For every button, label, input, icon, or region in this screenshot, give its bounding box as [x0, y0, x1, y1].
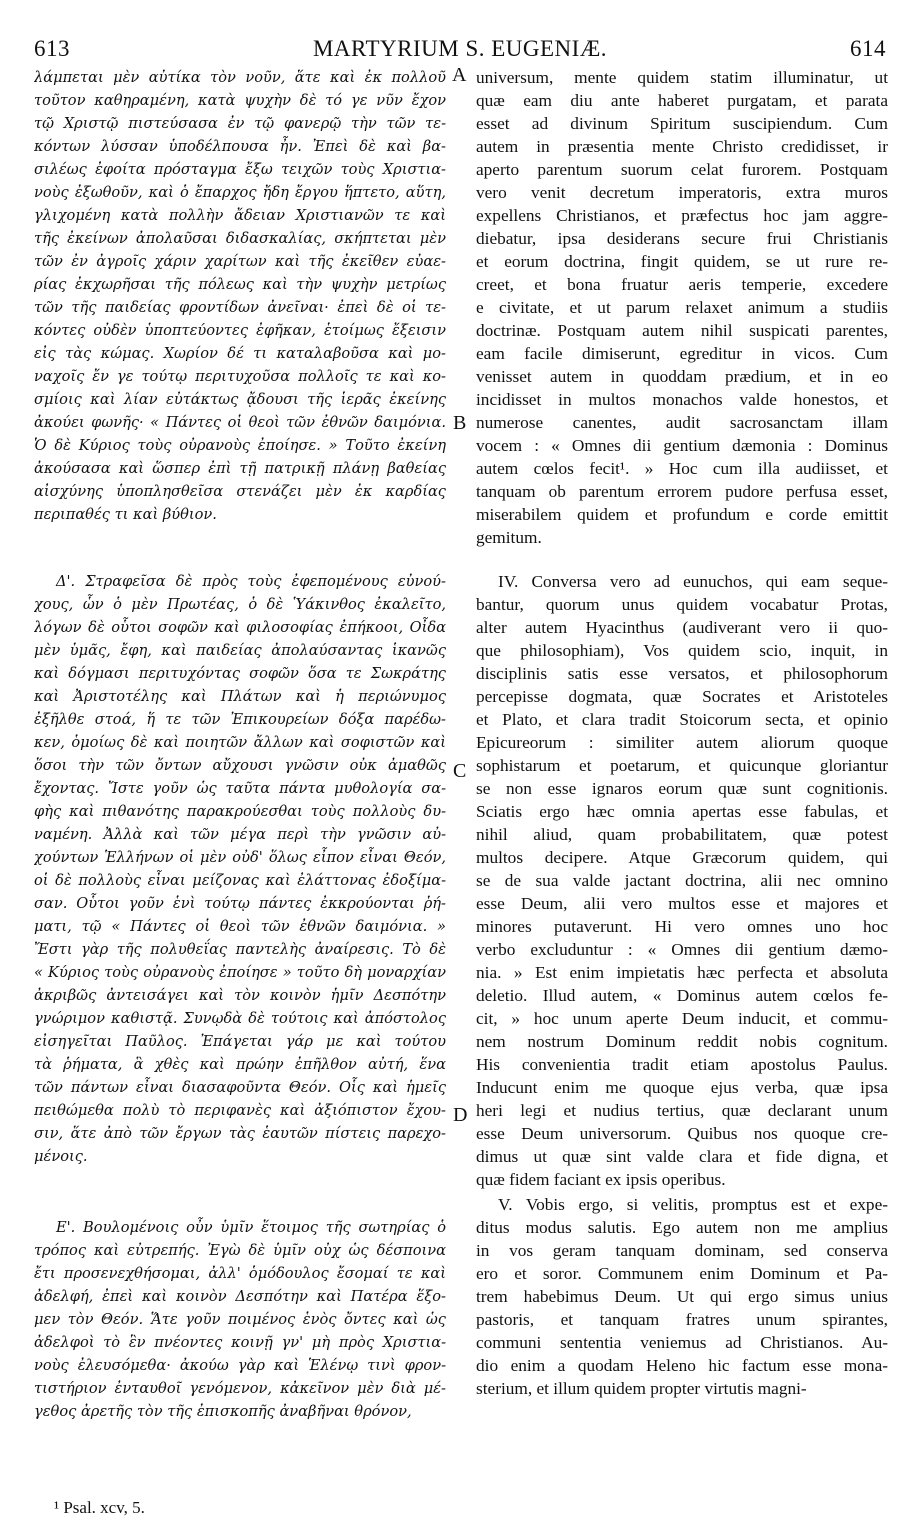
- text-line: τοῦτον καθηραμένη, κατὰ ψυχὴν δὲ τό γε νῦν ἔχον: [34, 92, 446, 109]
- text-line: αἰσχύνης ὑποπλησθεῖσα στενάζει μὲν ἐκ καρδίας: [34, 483, 446, 500]
- text-line: περιπαθές τι καὶ βύθιον.: [34, 506, 217, 523]
- text-line: esset ad divinum Spiritum suscipiendum. Cum: [476, 114, 888, 133]
- text-line: λόγων δὲ οὗτοι σοφῶν καὶ φιλοσοφίας ἐπήκοοι, Οἶδα: [34, 619, 446, 636]
- text-line: Epicureorum : similiter autem aliorum quoque: [476, 733, 888, 752]
- text-line: ναχοῖς ἔν γε τούτῳ περιτυχοῦσα πολλοῖς τε καὶ κο-: [34, 368, 446, 385]
- text-line: τῶν πάντων εἶναι διασαφοῦντα Θεόν. Οἷς καὶ ἡμεῖς: [34, 1079, 446, 1096]
- text-line: ἀκριβῶς ἀντεισάγει καὶ τὸν κοινὸν ἡμῖν Δεσπότην: [34, 987, 446, 1004]
- text-line: eam facile dimiserunt, egreditur in vicos. Cum: [476, 344, 888, 363]
- text-line: μεν τὸν Θεόν. Ἅτε γοῦν ποιμένος ἑνὸς ὄντες καὶ ὡς: [34, 1311, 446, 1328]
- text-line: universum, mente quidem statim illuminatur, ut: [476, 68, 888, 87]
- text-line: doctrinæ. Postquam autem nihil suspicati parentes,: [476, 321, 888, 340]
- text-line: pastoris, et tanquam fratres unum spirantes,: [476, 1310, 888, 1329]
- text-line: εἰσηγεῖται Παῦλος. Ἐπάγεται γάρ με καὶ τούτου: [34, 1033, 446, 1050]
- text-line: vocem : « Omnes dii gentium dæmonia : Dominus: [476, 436, 888, 455]
- text-line: σμίοις καὶ λίαν εὐτάκτως ᾄδουσι τῆς ἱερᾶς ἐκείνης: [34, 391, 446, 408]
- text-line: Ε'. Βουλομένοις οὖν ὑμῖν ἕτοιμος τῆς σωτηρίας ὁ: [56, 1219, 446, 1236]
- text-line: et eorum doctrina, fingit quidem, se ut rure re-: [476, 252, 888, 271]
- footnote: ¹ Psal. xcv, 5.: [54, 1498, 145, 1517]
- text-line: τὰ ῥήματα, ἃ χθὲς καὶ πρώην ἐπῆλθον αὐτή, ἕνα: [34, 1056, 446, 1073]
- text-line: ρίας ἐκχωρῆσαι τῆς πόλεως καὶ τὴν ψυχὴν μετρίως: [34, 276, 446, 293]
- text-line: se non esse ignaros eorum quæ sunt cognitionis.: [476, 779, 888, 798]
- text-line: et Plato, et clara tradit Stoicorum secta, et opinio: [476, 710, 888, 729]
- text-line: que philosophiam), Vos quidem scio, inquit, in: [476, 641, 888, 660]
- text-line: τῷ Χριστῷ πιστεύσασα ἐν τῷ φανερῷ τὴν τῶν τε-: [34, 115, 446, 132]
- text-line: ἔτι προσενεχθήσομαι, ἀλλ' ὁμόδουλος ἔσομαί τε καὶ: [34, 1265, 446, 1282]
- text-line: ματι, τῷ « Πάντες οἱ θεοὶ τῶν ἐθνῶν δαιμόνια. »: [34, 918, 446, 935]
- text-line: ero et soror. Communem enim Dominum et Pa-: [476, 1264, 888, 1283]
- text-line: dimus ut quæ sint valde clara et fide digna, et: [476, 1147, 888, 1166]
- text-line: quæ eam diu ante haberet purgatam, et parata: [476, 91, 888, 110]
- text-line: diebatur, ipsa desiderans secure frui Christianis: [476, 229, 888, 248]
- text-line: creet, et bona fruatur aeris temperie, excedere: [476, 275, 888, 294]
- text-line: V. Vobis ergo, si velitis, promptus est et expe-: [498, 1195, 888, 1214]
- text-line: autem cœlos fecit¹. » Hoc cum illa audiisset, et: [476, 459, 888, 478]
- text-line: ὅσοι τὴν τῶν ὄντων αὔχουσι γνῶσιν οὐκ ἀμαθῶς: [34, 757, 446, 774]
- text-line: tanquam ob parentum errorem pudore perfusa esset,: [476, 482, 888, 501]
- text-line: γνώριμον καθιστᾷ. Συνῳδὰ δὲ τούτοις καὶ ἀπόστολος: [34, 1010, 446, 1027]
- text-line: οἱ δὲ πολλοὺς εἶναι μείζονας καὶ ἐλάττονας ἐδοξίμα-: [34, 872, 446, 889]
- text-line: εἰς τὰς κώμας. Χωρίον δέ τι καταλαβοῦσα καὶ μο-: [34, 345, 446, 362]
- text-line: verbo excluduntur : « Omnes dii gentium dæmo-: [476, 940, 888, 959]
- text-line: numerose canentes, audit sacrosanctam illam: [476, 413, 888, 432]
- text-line: Ἔστι γὰρ τῆς πολυθεΐας παντελὴς ἀναίρεσις. Τὸ δὲ: [34, 941, 446, 958]
- text-line: ναμένη. Ἀλλὰ καὶ τῶν μέγα περὶ τὴν γνῶσιν αὐ-: [34, 826, 446, 843]
- text-line: trem habebimus Deum. Ut qui ergo simus unius: [476, 1287, 888, 1306]
- text-line: communi sententia veniemus ad Christianos. Au-: [476, 1333, 888, 1352]
- text-line: esse Deum, alii vero multos esse et majores et: [476, 894, 888, 913]
- text-line: χους, ὧν ὁ μὲν Πρωτέας, ὁ δὲ Ὑάκινθος ἐκαλεῖτο,: [34, 596, 446, 613]
- greek-paragraph-1: [34, 66, 446, 526]
- text-line: miserabilem quidem et profundum e corde emittit: [476, 505, 888, 524]
- text-line: μὲν ὑμᾶς, ἔφη, καὶ παιδείας ἀπολαύσαντας ἱκανῶς: [34, 642, 446, 659]
- text-line: κεν, ὁμοίως δὲ καὶ ποιητῶν ἄλλων καὶ σοφιστῶν καὶ: [34, 734, 446, 751]
- text-line: ditus modus salutis. Ego autem non me amplius: [476, 1218, 888, 1237]
- text-line: esse Deum universorum. Quibus nos quoque cre-: [476, 1124, 888, 1143]
- text-line: ἀκούσασα καὶ ὥσπερ ἐπὶ τῇ πατρικῇ πλάνῃ βαθείας: [34, 460, 446, 477]
- text-line: γεθος ἀρετῆς τὸν τῆς ἐπισκοπῆς ἀναβῆναι θρόνον,: [34, 1403, 412, 1420]
- text-line: IV. Conversa vero ad eunuchos, qui eam seque-: [498, 572, 888, 591]
- text-line: nia. » Est enim impietatis hæc perfecta et absoluta: [476, 963, 888, 982]
- text-line: ἀδελφή, ἐπεὶ καὶ κοινὸν Δεσπότην καὶ Πατέρα ἕξο-: [34, 1288, 446, 1305]
- text-line: ἀδελφοὶ τὸ ἓν πνέοντες κοινῇ γν' μὴ πρὸς Χριστια-: [34, 1334, 446, 1351]
- text-line: His convenientia tradit etiam apostolus Paulus.: [476, 1055, 888, 1074]
- text-line: expellens Christianos, et præfectus hoc jam aggre-: [476, 206, 888, 225]
- text-line: nem nostrum Dominum reddit nobis cognitum.: [476, 1032, 888, 1051]
- text-line: gemitum.: [476, 528, 542, 547]
- text-line: sophistarum et poetarum, et quicunque gloriantur: [476, 756, 888, 775]
- text-line: autem in præsentia mente Christo credidisset, ir: [476, 137, 888, 156]
- running-header: [34, 36, 886, 66]
- text-line: τρόπος καὶ εὐτρεπής. Ἐγὼ δὲ ὑμῖν οὐχ ὡς δέσποινα: [34, 1242, 446, 1259]
- text-line: heri legi et nudius tertius, quæ declarant unum: [476, 1101, 888, 1120]
- margin-letter-b: B: [453, 412, 467, 434]
- latin-paragraph-1: [476, 66, 888, 549]
- text-line: τιστήριον ἐνταυθοῖ γενόμενον, κἀκεῖνον μὲν διὰ μέ-: [34, 1380, 446, 1397]
- latin-paragraph-2: [476, 570, 888, 1191]
- text-line: σαν. Οὗτοι γοῦν ἑνὶ τούτῳ πάντες ἐκκρούονται ῥή-: [34, 895, 446, 912]
- text-line: sterium, et illum quidem propter virtutis magni-: [476, 1379, 807, 1398]
- text-line: incidisset in multos monachos valde honestos, et: [476, 390, 888, 409]
- latin-paragraph-3: [476, 1193, 888, 1400]
- margin-letter-a: A: [452, 64, 467, 86]
- text-line: bantur, quorum unus quidem vocabatur Protas,: [476, 595, 888, 614]
- text-line: λάμπεται μὲν αὐτίκα τὸν νοῦν, ἅτε καὶ ἐκ πολλοῦ: [34, 69, 446, 86]
- text-line: τῆς ἐκείνων ἀπολαῦσαι διδασκαλίας, σκήπτεται μὲν: [34, 230, 446, 247]
- text-line: in vos geram tanquam dominam, sed conserva: [476, 1241, 888, 1260]
- text-line: πειθώμεθα πολὺ τὸ περιφανὲς καὶ ἀξιόπιστον ἔχου-: [34, 1102, 446, 1119]
- greek-paragraph-2: [34, 570, 446, 1168]
- text-line: σιν, ἅτε ἀπὸ τῶν ἔργων τὰς ἑαυτῶν πίστεις παρεχο-: [34, 1125, 446, 1142]
- text-line: νοὺς ἐξωθοῦν, καὶ ὁ ἔπαρχος ἤδη ἔργου ἥπτετο, αὕτη,: [34, 184, 446, 201]
- text-line: Ὁ δὲ Κύριος τοὺς οὐρανοὺς ἐποίησε. » Τοῦτο ἐκείνη: [34, 437, 446, 454]
- page-number-right: 614: [850, 36, 886, 61]
- text-line: disciplinis satis esse versatos, et philosophorum: [476, 664, 888, 683]
- text-line: φὴς καὶ πιθανότης παρακρούεσθαι τοὺς πολλοὺς δυ-: [34, 803, 446, 820]
- text-line: γλιχομένη κατὰ πολλὴν ἄδειαν Χριστιανῶν τε καὶ: [34, 207, 446, 224]
- text-line: τῶν ἐν ἀγροῖς χάριν χαρίτων καὶ τῆς ἐκεῖθεν εὐαε-: [34, 253, 446, 270]
- text-line: minores putaverunt. Hi vero omnes uno hoc: [476, 917, 888, 936]
- text-line: cit, » hoc unum aperte Deum inducit, et commu-: [476, 1009, 888, 1028]
- text-line: κόντων λύσσαν ὑποδέλπουσα ἦν. Ἐπεὶ δὲ καὶ βα-: [34, 138, 446, 155]
- text-line: Δ'. Στραφεῖσα δὲ πρὸς τοὺς ἐφεπομένους εὐνού-: [56, 573, 446, 590]
- text-line: quæ fidem faciant ex ipsis operibus.: [476, 1170, 726, 1189]
- text-line: χούντων Ἑλλήνων οἱ μὲν οὐδ' ὅλως εἶπον εἶναι Θεόν,: [34, 849, 446, 866]
- text-line: vero venit decretum imperatoris, extra muros: [476, 183, 888, 202]
- running-title: MARTYRIUM S. EUGENIÆ.: [312, 36, 608, 61]
- text-line: καὶ δόγμασι περιτυχόντας σοφῶν ὅσα τε Σωκράτης: [34, 665, 446, 682]
- text-line: τῶν τῆς παιδείας φροντίδων ἀνεῖναι· ἐπεὶ δὲ οἱ τε-: [34, 299, 446, 316]
- text-line: καὶ Ἀριστοτέλης καὶ Πλάτων καὶ ἡ περιώνυμος: [34, 688, 446, 705]
- text-line: alter autem Hyacinthus (audiverant vero ii quo-: [476, 618, 888, 637]
- text-line: aperto parentum suorum celat furorem. Postquam: [476, 160, 888, 179]
- text-line: « Κύριος τοὺς οὐρανοὺς ἐποίησε » τοῦτο δὴ μοναρχίαν: [34, 964, 446, 981]
- text-line: nihil aliud, quam probabilitatem, quæ potest: [476, 825, 888, 844]
- text-line: ἐξῆλθε στοά, ἥ τε τῶν Ἐπικουρείων δόξα παρέδω-: [34, 711, 446, 728]
- greek-paragraph-3: [34, 1216, 446, 1423]
- page-number-left: 613: [34, 36, 70, 61]
- text-line: μένοις.: [34, 1148, 88, 1165]
- text-line: νοὺς ἐλευσόμεθα· ἀκούω γὰρ καὶ Ἑλένῳ τινὶ φρον-: [34, 1357, 446, 1374]
- text-line: Sciatis ergo hæc omnia apertas esse fabulas, et: [476, 802, 888, 821]
- text-line: ἀκούει φωνῆς· « Πάντες οἱ θεοὶ τῶν ἐθνῶν δαιμόνια.: [34, 414, 446, 431]
- text-line: Inducunt enim me quoque ejus verba, quæ ipsa: [476, 1078, 888, 1097]
- text-line: percepisse dogmata, quæ Socrates et Aristoteles: [476, 687, 888, 706]
- text-line: e civitate, et ut parum relaxet animum a studiis: [476, 298, 888, 317]
- text-line: ἔχοντας. Ἴστε γοῦν ὡς ταῦτα πάντα μυθολογία σα-: [34, 780, 446, 797]
- margin-letter-c: C: [453, 760, 467, 782]
- text-line: multos decipere. Atque Græcorum quidem, qui: [476, 848, 888, 867]
- text-line: se de sua valde jactant doctrina, alii nec omnino: [476, 871, 888, 890]
- text-line: κόντες οὐδὲν ὑποπτεύοντες ἐφῆκαν, ἑτοίμως ἔξεισιν: [34, 322, 446, 339]
- text-line: deletio. Illud autem, « Dominus autem cœlos fe-: [476, 986, 888, 1005]
- margin-letter-d: D: [453, 1104, 468, 1126]
- text-line: venisset autem in quoddam prædium, et in eo: [476, 367, 888, 386]
- text-line: σιλέως ἐφοίτα πρόσταγμα ἔξω τειχῶν τοὺς Χριστια-: [34, 161, 446, 178]
- text-line: dio enim a quodam Heleno hic factum esse mona-: [476, 1356, 888, 1375]
